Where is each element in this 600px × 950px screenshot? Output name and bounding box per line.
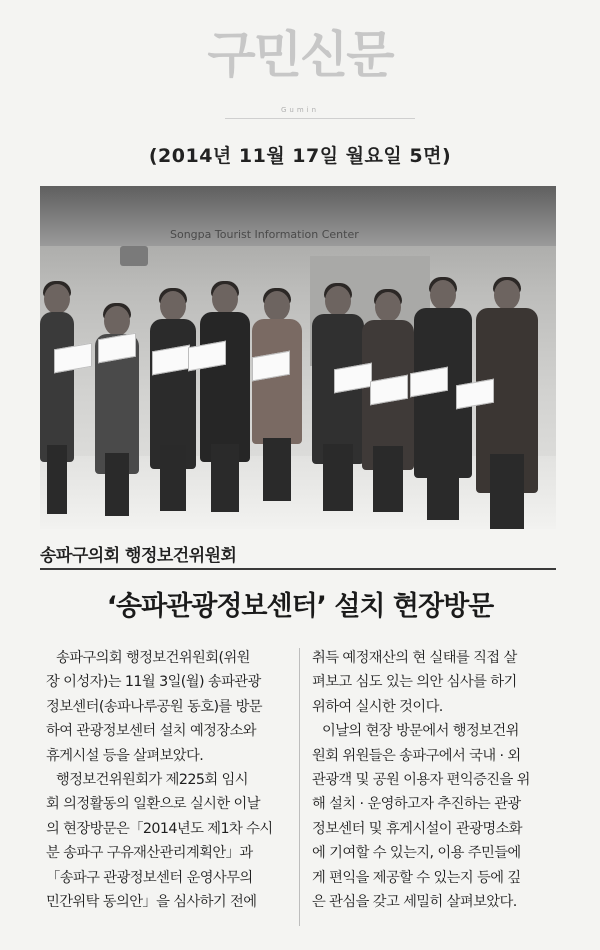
masthead-subtitle: Gumin — [280, 106, 320, 114]
article-body-right-column — [312, 646, 565, 914]
body-line: 위하여 실시한 것이다. — [312, 698, 443, 715]
article-body-left-column — [46, 646, 299, 914]
body-line: 에 기여할 수 있는지, 이용 주민들에 — [312, 845, 521, 862]
body-line: 장 이성자)는 11월 3일(월) 송파관광 — [46, 674, 261, 691]
section-tag: 송파구의회 행정보건위원회 — [40, 546, 237, 566]
body-line: 게 편익을 제공할 수 있는지 등에 깊 — [312, 869, 521, 886]
document-sheet — [54, 343, 92, 374]
body-line: 취득 예정재산의 현 실태를 직접 살 — [312, 650, 517, 666]
masthead — [0, 20, 600, 90]
article-photo — [40, 186, 556, 529]
masthead-title: 구민신문 — [207, 25, 393, 84]
body-line: 원회 위원들은 송파구에서 국내 · 외 — [312, 747, 521, 764]
body-line: 의 현장방문은「2014년도 제1차 수시 — [46, 820, 273, 837]
article-headline: ‘송파관광정보센터’ 설치 현장방문 — [106, 591, 494, 622]
person-figure — [476, 280, 538, 529]
body-line: 정보센터 및 휴게시설이 관광명소화 — [312, 820, 522, 837]
body-line: 분 송파구 구유재산관리계획안」과 — [46, 845, 253, 862]
person-figure — [150, 291, 196, 511]
body-line: 관광객 및 공원 이용자 편익증진을 위 — [312, 772, 530, 789]
masthead-rule — [225, 118, 415, 119]
section-rule — [40, 568, 556, 570]
body-line: 정보센터(송파나루공원 동호)를 방문 — [46, 698, 263, 715]
body-line: 「송파구 관광정보센터 운영사무의 — [46, 869, 253, 886]
body-line: 은 관심을 갖고 세밀히 살펴보았다. — [312, 894, 517, 911]
body-line: 휴게시설 등을 살펴보았다. — [46, 747, 204, 764]
person-figure — [200, 284, 250, 512]
photo-sign-text: Songpa Tourist Information Center — [170, 228, 359, 241]
column-divider — [299, 648, 300, 926]
person-figure — [40, 284, 74, 514]
body-line: 이날의 현장 방문에서 행정보건위 — [322, 723, 519, 740]
dateline: (2014년 11월 17일 월요일 5면) — [148, 145, 452, 167]
body-line: 민간위탁 동의안」을 심사하기 전에 — [46, 894, 257, 911]
body-line: 해 설치 · 운영하고자 추진하는 관광 — [312, 796, 521, 813]
body-line: 송파구의회 행정보건위원회(위원 — [56, 650, 250, 666]
photo-logo-icon — [120, 246, 148, 266]
body-line: 펴보고 심도 있는 의안 심사를 하기 — [312, 674, 517, 691]
body-line: 행정보건위원회가 제225회 임시 — [56, 772, 248, 789]
person-figure — [312, 286, 364, 511]
body-line: 하여 관광정보센터 설치 예정장소와 — [46, 723, 256, 740]
person-figure — [252, 291, 302, 501]
body-line: 회 의정활동의 일환으로 실시한 이날 — [46, 796, 260, 813]
